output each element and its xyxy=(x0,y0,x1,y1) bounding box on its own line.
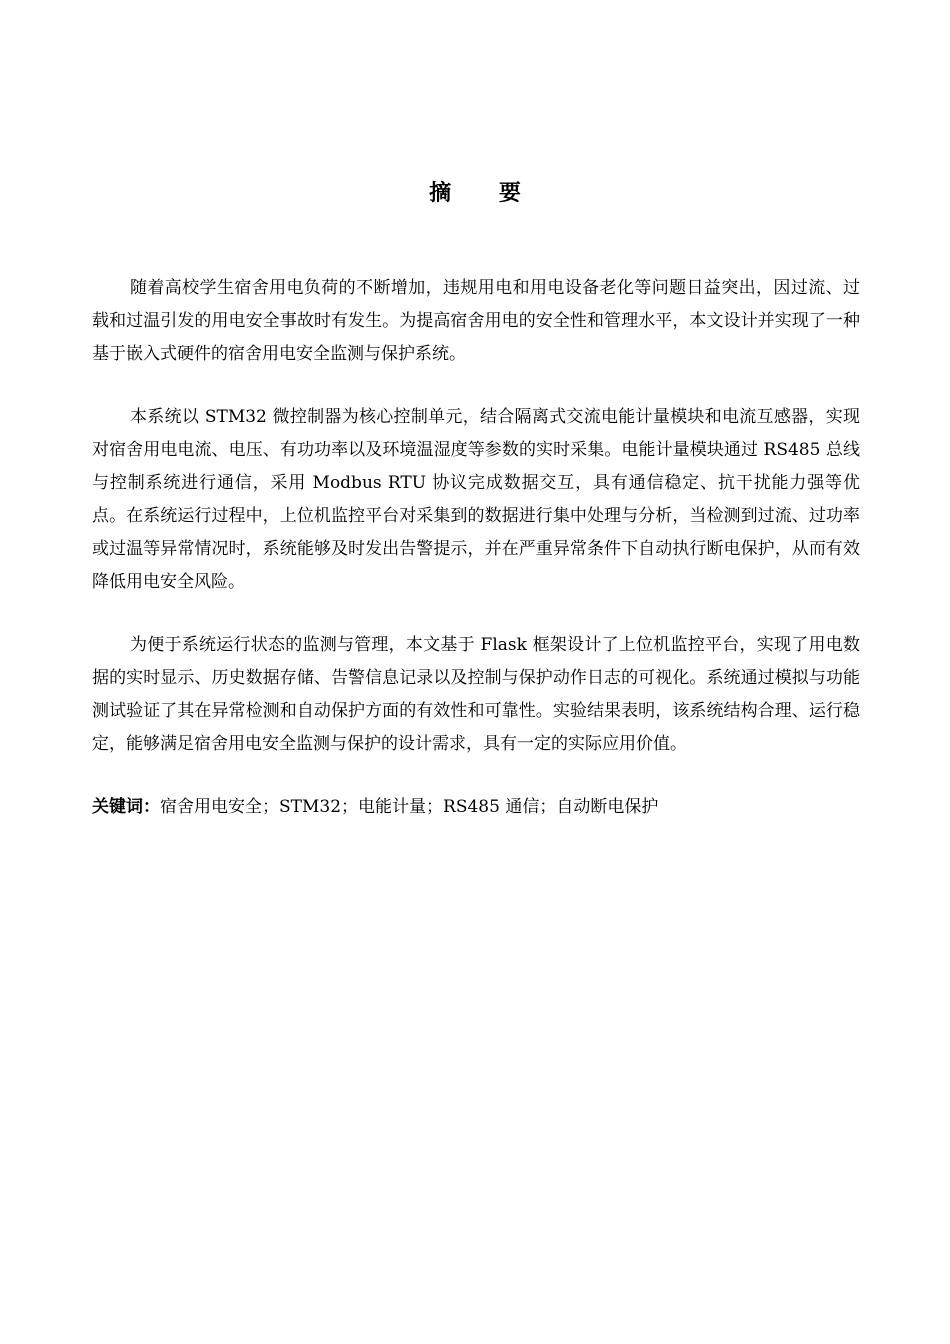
abstract-paragraph-2: 本系统以 STM32 微控制器为核心控制单元，结合隔离式交流电能计量模块和电流互感器，实现对宿舍用电电流、电压、有功功率以及环境温湿度等参数的实时采集。电能计量模块通过 RS485 总线与控制系统进行通信，采用 Modbus RTU 协议完成数据交互，具有通信稳定、抗干扰能力强等优点。在系统运行过程中，上位机监控平台对采集到的数据进行集中处理与分析，当检测到过流、过功率或过温等异常情况时，系统能够及时发出告警提示，并在严重异常条件下自动执行断电保护，从而有效降低用电安全风险。 xyxy=(92,407,860,592)
keywords-label: 关键词： xyxy=(92,797,160,817)
keywords-text: 宿舍用电安全；STM32；电能计量；RS485 通信；自动断电保护 xyxy=(160,797,659,817)
abstract-title: 摘 要 xyxy=(429,181,541,206)
keywords-line xyxy=(92,791,860,824)
abstract-paragraph-3: 为便于系统运行状态的监测与管理，本文基于 Flask 框架设计了上位机监控平台，实现了用电数据的实时显示、历史数据存储、告警信息记录以及控制与保护动作日志的可视化。系统通过模拟与功能测试验证了其在异常检测和自动保护方面的有效性和可靠性。实验结果表明，该系统结构合理、运行稳定，能够满足宿舍用电安全监测与保护的设计需求，具有一定的实际应用价值。 xyxy=(92,635,860,754)
abstract-paragraph-1: 随着高校学生宿舍用电负荷的不断增加，违规用电和用电设备老化等问题日益突出，因过流、过载和过温引发的用电安全事故时有发生。为提高宿舍用电的安全性和管理水平，本文设计并实现了一种基于嵌入式硬件的宿舍用电安全监测与保护系统。 xyxy=(92,278,860,364)
abstract-body xyxy=(92,272,860,824)
